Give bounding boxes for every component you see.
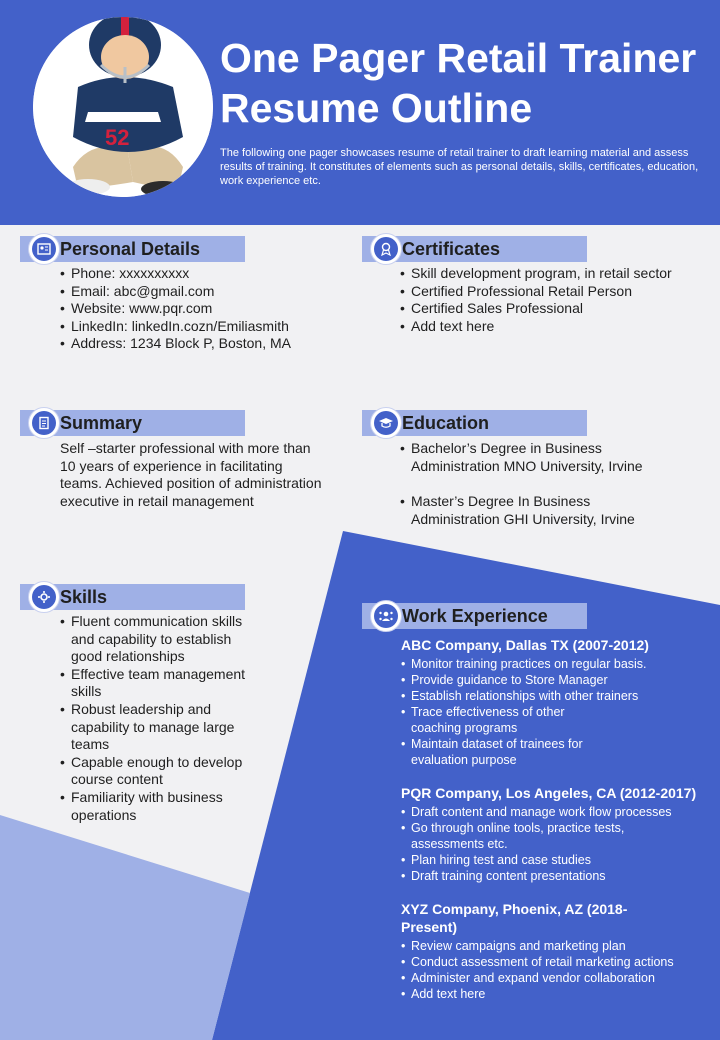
list-item: • Monitor training practices on regular basis.	[401, 656, 706, 672]
personal-details-list	[60, 265, 340, 353]
list-item: • Draft training content presentations	[401, 868, 706, 884]
list-item: • Phone: xxxxxxxxxx	[60, 265, 340, 283]
duties-list	[401, 804, 706, 884]
list-item: • Establish relationships with other trainers	[401, 688, 706, 704]
list-item: • Maintain dataset of trainees for evaluation purpose	[401, 736, 601, 768]
list-item: • Trace effectiveness of other coaching programs	[401, 704, 591, 736]
list-item: • Certified Sales Professional	[400, 300, 710, 318]
id-card-icon	[28, 233, 60, 265]
personal-details-label: Personal Details	[60, 238, 201, 259]
list-item: • Capable enough to develop course content	[60, 754, 260, 789]
company-title: PQR Company, Los Angeles, CA (2012-2017)	[401, 785, 697, 801]
list-item: • LinkedIn: linkedIn.cozn/Emiliasmith	[60, 318, 340, 336]
list-item: • Review campaigns and marketing plan	[401, 938, 706, 954]
company-title: XYZ Company, Phoenix, AZ (2018-Present)	[401, 901, 628, 935]
list-item: • Certified Professional Retail Person	[400, 283, 710, 301]
graduation-cap-icon	[370, 407, 402, 439]
list-item: • Skill development program, in retail sector	[400, 265, 710, 283]
personal-details-heading	[20, 236, 245, 262]
list-item: • Conduct assessment of retail marketing actions	[401, 954, 706, 970]
work-experience-content	[401, 636, 706, 1018]
work-experience-label: Work Experience	[402, 605, 548, 626]
certificates-label: Certificates	[402, 238, 501, 259]
header-banner	[0, 0, 720, 225]
list-item: • Master’s Degree In Business Administration GHI University, Irvine	[400, 493, 670, 528]
company-title: ABC Company, Dallas TX (2007-2012)	[401, 637, 649, 653]
summary-text: Self –starter professional with more than 10 years of experience in facilitating teams. Achieved position of administration executive in retail management	[60, 440, 322, 509]
intro-text: The following one pager showcases resume of retail trainer to draft learning material and assess results of training. It constitutes of elements such as personal details, skills, certificates, education, work experience etc.	[220, 147, 699, 187]
duties-list	[401, 938, 706, 1002]
list-item: • Website: www.pqr.com	[60, 300, 340, 318]
skills-list	[60, 613, 260, 824]
skills-heading	[20, 584, 245, 610]
profile-photo	[33, 17, 213, 197]
list-item: • Address: 1234 Block P, Boston, MA	[60, 335, 340, 353]
list-item: • Email: abc@gmail.com	[60, 283, 340, 301]
list-item: • Bachelor’s Degree in Business Administration MNO University, Irvine	[400, 440, 670, 475]
light-corner-panel	[0, 815, 250, 1040]
list-item: • Effective team management skills	[60, 666, 260, 701]
child-football-player-photo	[33, 17, 213, 197]
list-item: • Robust leadership and capability to manage large teams	[60, 701, 260, 754]
list-item: • Plan hiring test and case studies	[401, 852, 706, 868]
list-item: • Provide guidance to Store Manager	[401, 672, 706, 688]
gears-icon	[28, 581, 60, 613]
page-title: One Pager Retail Trainer Resume Outline	[220, 35, 697, 131]
duties-list	[401, 656, 706, 768]
document-icon	[28, 407, 60, 439]
education-list	[400, 440, 670, 528]
list-item: • Fluent communication skills and capability to establish good relationships	[60, 613, 260, 666]
award-ribbon-icon	[370, 233, 402, 265]
education-label: Education	[402, 412, 490, 433]
list-item: • Add text here	[400, 318, 710, 336]
list-item: • Go through online tools, practice tests, assessments etc.	[401, 820, 651, 852]
list-item: • Familiarity with business operations	[60, 789, 260, 824]
summary-heading	[20, 410, 245, 436]
skills-label: Skills	[60, 586, 108, 607]
list-item: • Draft content and manage work flow processes	[401, 804, 706, 820]
list-item: • Administer and expand vendor collaboration	[401, 970, 706, 986]
work-experience-heading	[362, 603, 587, 629]
certificates-list	[400, 265, 710, 335]
svg-text:52: 52	[105, 125, 130, 150]
education-heading	[362, 410, 587, 436]
team-network-icon	[370, 600, 402, 632]
summary-label: Summary	[60, 412, 143, 433]
certificates-heading	[362, 236, 587, 262]
list-item: • Add text here	[401, 986, 706, 1002]
